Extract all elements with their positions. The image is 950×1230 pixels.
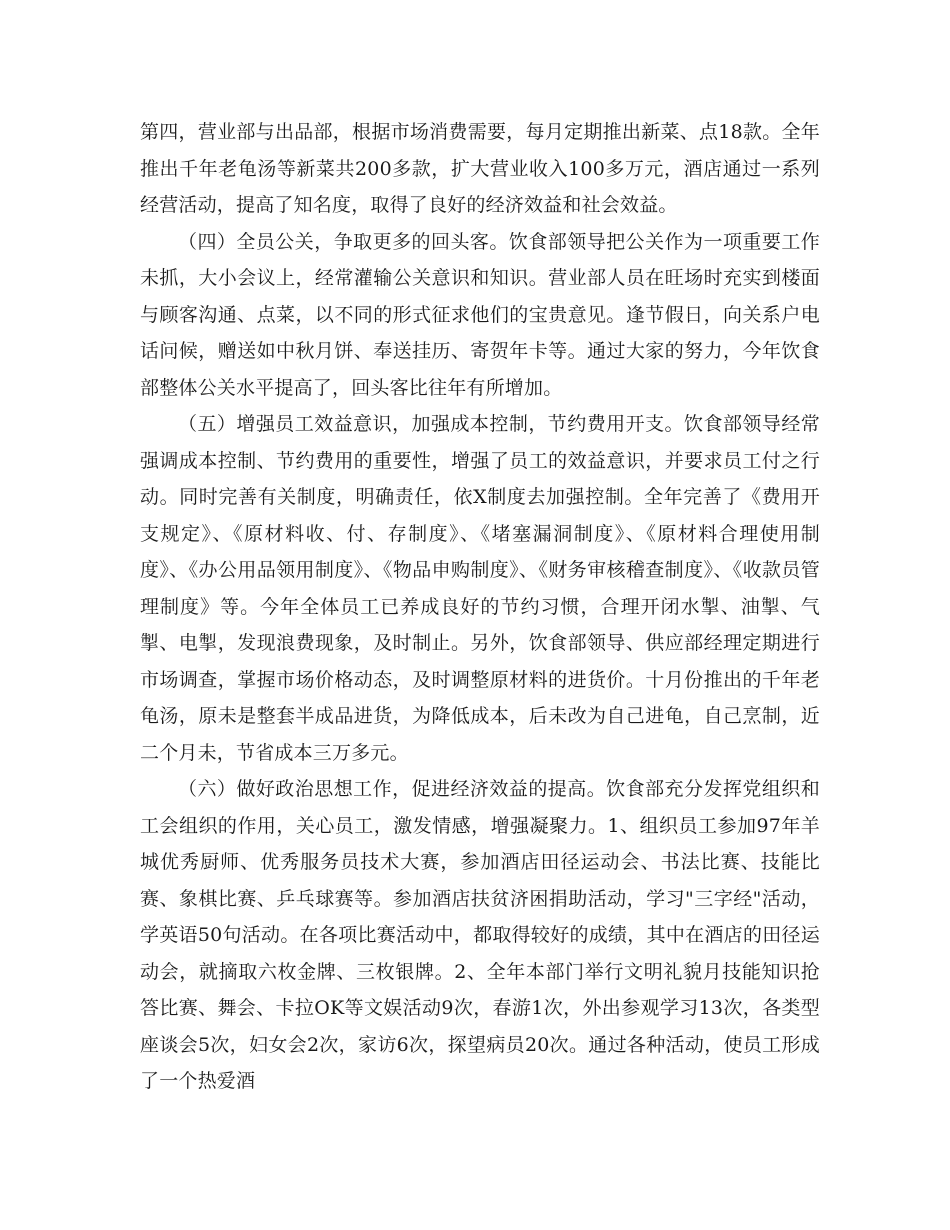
paragraph-cost-control: （五）增强员工效益意识，加强成本控制，节约费用开支。饮食部领导经常强调成本控制、节约费用的重要性，增强了员工的效益意识，并要求员工付之行动。同时完善有关制度，明确责任，依X制度去加强控制。全年完善了《费用开支规定》、《原材料收、付、存制度》、《堵塞漏洞制度》、《原材料合理使用制度》、《办公用品领用制度》、《物品申购制度》、《财务审核稽查制度》、《收款员管理制度》等。今年全体员工已养成良好的节约习惯，合理开闭水掣、油掣、气掣、电掣，发现浪费现象，及时制止。另外，饮食部领导、供应部经理定期进行市场调查，掌握市场价格动态，及时调整原材料的进货价。十月份推出的千年老龟汤，原未是整套半成品进货，为降低成本，后未改为自己进龟，自己烹制，近二个月未，节省成本三万多元。: [140, 413, 820, 764]
document-body: [140, 114, 820, 1100]
paragraph-public-relations: （四）全员公关，争取更多的回头客。饮食部领导把公关作为一项重要工作未抓，大小会议上，经常灌输公关意识和知识。营业部人员在旺场时充实到楼面与顾客沟通、点菜，以不同的形式征求他们的宝贵意见。逢节假日，向关系户电话问候，赠送如中秋月饼、奉送挂历、寄贺年卡等。通过大家的努力，今年饮食部整体公关水平提高了，回头客比往年有所增加。: [140, 230, 820, 399]
paragraph-political-work: （六）做好政治思想工作，促进经济效益的提高。饮食部充分发挥党组织和工会组织的作用，关心员工，激发情感，增强凝聚力。1、组织员工参加97年羊城优秀厨师、优秀服务员技术大赛，参加酒店田径运动会、书法比赛、技能比赛、象棋比赛、乒乓球赛等。参加酒店扶贫济困捐助活动，学习"三字经"活动，学英语50句活动。在各项比赛活动中，都取得较好的成绩，其中在酒店的田径运动会，就摘取六枚金牌、三枚银牌。2、全年本部门举行文明礼貌月技能知识抢答比赛、舞会、卡拉OK等文娱活动9次，春游1次，外出参观学习13次，各类型座谈会5次，妇女会2次，家访6次，探望病员20次。通过各种活动，使员工形成了一个热爱酒: [140, 778, 820, 1092]
paragraph-sales-new-dishes: 第四，营业部与出品部，根据市场消费需要，每月定期推出新菜、点18款。全年推出千年老龟汤等新菜共200多款，扩大营业收入100多万元，酒店通过一系列经营活动，提高了知名度，取得了良好的经济效益和社会效益。: [140, 121, 820, 216]
